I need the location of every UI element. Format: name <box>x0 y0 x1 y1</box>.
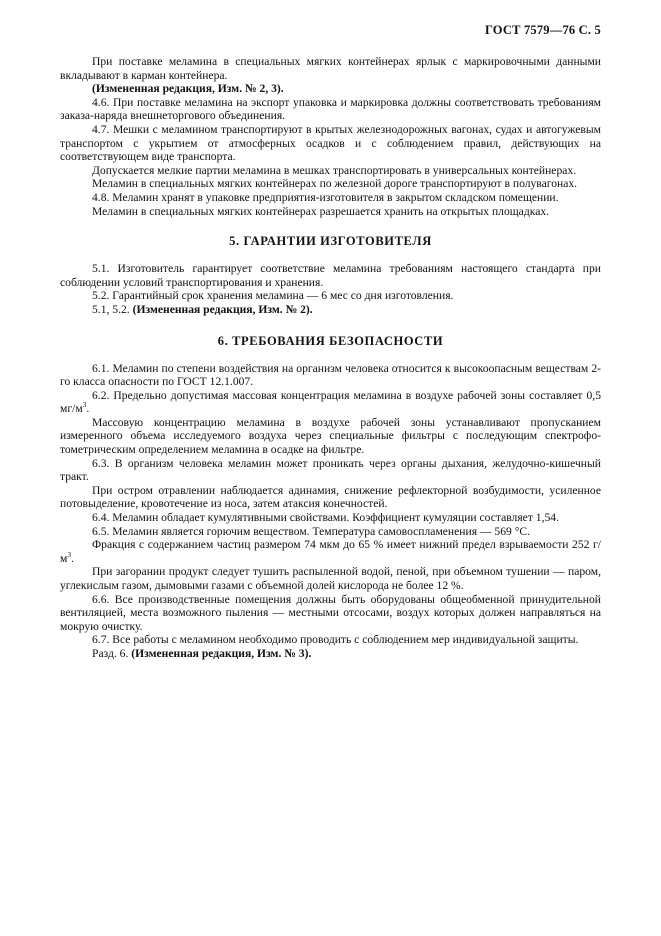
paragraph-4-8-open: Меламин в специальных мягких контейнерах разрешается хранить на открытых площадках. <box>92 204 550 218</box>
edit-note-section-6 <box>60 647 601 661</box>
paragraph-6-5-extinguishing: При загорании продукт следует тушить распыленной водой, пеной, при объемном тушении — паром, углекислым газом, дымовыми газами с объемной долей кислорода не более 12 %. <box>60 565 601 592</box>
paragraph-5-2: 5.2. Гарантийный срок хранения меламина — 6 мес со дня изготовления. <box>92 289 454 303</box>
superscript-3: 3 <box>82 400 87 410</box>
paragraph-6-7: 6.7. Все работы с меламином необходимо проводить с соблюдением мер индивидуальной защиты. <box>92 633 579 647</box>
paragraph-4-6: 4.6. При поставке меламина на экспорт упаковка и маркировка должны соответствовать требованиям заказа-наряда внешнеторгового объединения. <box>60 95 601 123</box>
paragraph-5-1: 5.1. Изготовитель гарантирует соответствие меламина требованиям настоящего стандарта при соблюдении условий транспортирования и хранения. <box>60 262 601 289</box>
paragraph-4-7-railway: Меламин в специальных мягких контейнерах по железной дороге транспортируют в полувагонах. <box>92 177 578 191</box>
paragraph-6-2-text: 6.2. Предельно допустимая массовая концентрация меламина в воздухе рабочей зоны составляет 0,5 мг/м <box>60 388 601 416</box>
paragraph-6-2-end: . <box>86 402 90 416</box>
edit-note-5-text: (Измененная редакция, Изм. № 2). <box>132 302 313 316</box>
paragraph-6-2-measurement: Массовую концентрацию меламина в воздухе рабочей зоны устанавливают пропусканием измеренного объема исследуемого воздуха через специальные фильтры с последующим спектрофотометрическим определением меламина в осадке на фильтре. <box>60 415 601 457</box>
section-5-title: 5. ГАРАНТИИ ИЗГОТОВИТЕЛЯ <box>229 234 432 249</box>
paragraph-4-7: 4.7. Мешки с меламином транспортируют в крытых железнодорожных вагонах, судах и автогужевым транспортом с укрытием от атмосферных осадков и с соблюдением правил, действующих на соответствующем виде транспорта. <box>60 122 601 164</box>
paragraph-6-1: 6.1. Меламин по степени воздействия на организм человека относится к высокоопасным веществам 2-го класса опасности по ГОСТ 12.1.007. <box>60 361 601 389</box>
edit-ref-6: Разд. 6. <box>92 646 129 660</box>
superscript-3: 3 <box>67 549 72 559</box>
edit-note-6-text: (Измененная редакция, Изм. № 3). <box>131 646 312 660</box>
edit-ref-5: 5.1, 5.2. <box>92 302 130 316</box>
paragraph-6-5-fraction <box>60 538 601 565</box>
paragraph-4-8: 4.8. Меламин хранят в упаковке предприятия-изготовителя в закрытом складском помещении. <box>92 190 559 204</box>
paragraph-4-7-containers: Допускается мелкие партии меламина в мешках транспортировать в универсальных контейнерах. <box>92 163 577 177</box>
edit-note-text: (Измененная редакция, Изм. № 2, 3). <box>92 82 284 96</box>
paragraph-container-label: При поставке меламина в специальных мягких контейнерах ярлык с маркировочными данными вкладывают в карман контейнера. <box>60 55 601 82</box>
paragraph-6-5-fraction-end: . <box>71 551 74 565</box>
paragraph-6-5-fraction-text: Фракция с содержанием частиц размером 74 мкм до 65 % имеет нижний предел взрываемости 252 г/м <box>60 538 601 565</box>
page-header: ГОСТ 7579—76 С. 5 <box>484 23 601 37</box>
paragraph-6-3-poisoning: При остром отравлении наблюдается адинамия, снижение рефлекторной возбудимости, усиленное потовыделение, кровотечение из носа, затем атаксия конечностей. <box>60 483 601 511</box>
section-6-title: 6. ТРЕБОВАНИЯ БЕЗОПАСНОСТИ <box>217 333 444 348</box>
paragraph-6-5: 6.5. Меламин является горючим веществом. Температура самовоспламенения — 569 °С. <box>92 524 530 538</box>
paragraph-6-4: 6.4. Меламин обладает кумулятивными свойствами. Коэффициент кумуляции составляет 1,54. <box>92 511 559 525</box>
document-body <box>60 55 601 661</box>
paragraph-6-3: 6.3. В организм человека меламин может проникать через органы дыхания, желудочно-кишечный тракт. <box>60 456 601 484</box>
paragraph-6-2 <box>60 389 601 416</box>
edit-note <box>60 82 601 96</box>
edit-note-section-5 <box>60 303 601 317</box>
paragraph-6-6: 6.6. Все производственные помещения должны быть оборудованы общеобменной принудительной вентиляцией, места возможного пыления — местными отсосами, воздух которых должен направляться на мокрую очистку. <box>60 592 601 633</box>
